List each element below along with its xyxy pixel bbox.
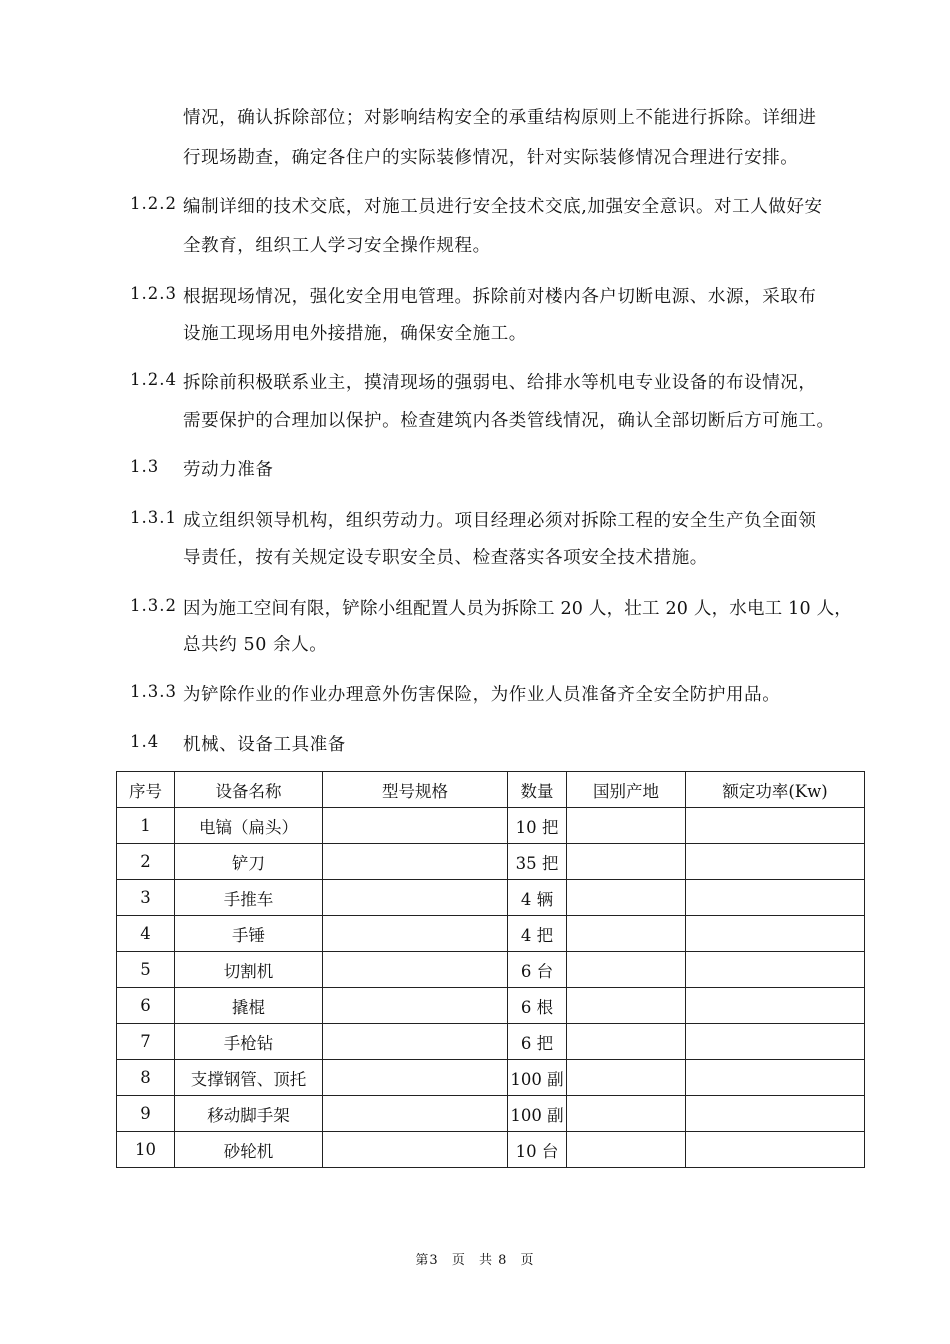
section-number: 1.3.2 [130, 596, 177, 615]
cell-qty: 35 把 [508, 844, 567, 880]
table-row [117, 916, 865, 952]
cell-name: 手枪钻 [175, 1024, 323, 1060]
section-number: 1.2.4 [130, 370, 177, 389]
table-header-row [117, 772, 865, 808]
section-number: 1.3 [130, 457, 160, 476]
section-number: 1.4 [130, 732, 160, 751]
paragraph-line: 需要保护的合理加以保护。检查建筑内各类管线情况，确认全部切断后方可施工。 [183, 411, 835, 431]
cell-model [323, 988, 508, 1024]
cell-origin [567, 952, 686, 988]
paragraph-line: 因为施工空间有限，铲除小组配置人员为拆除工 20 人，壮工 20 人，水电工 10 人， [183, 599, 852, 619]
cell-name: 支撑钢管、顶托 [175, 1060, 323, 1096]
cell-no: 4 [117, 916, 175, 952]
cell-power [686, 844, 865, 880]
cell-power [686, 880, 865, 916]
paragraph-line: 成立组织领导机构，组织劳动力。项目经理必须对拆除工程的安全生产负全面领 [183, 511, 817, 531]
paragraph-line: 全教育，组织工人学习安全操作规程。 [183, 236, 491, 256]
cell-power [686, 808, 865, 844]
header-cell-no: 序号 [117, 772, 175, 808]
paragraph-line: 编制详细的技术交底，对施工员进行安全技术交底,加强安全意识。对工人做好安 [183, 197, 823, 217]
cell-qty: 100 副 [508, 1096, 567, 1132]
table-row [117, 1024, 865, 1060]
cell-power [686, 1060, 865, 1096]
cell-model [323, 916, 508, 952]
cell-origin [567, 988, 686, 1024]
cell-qty: 6 把 [508, 1024, 567, 1060]
cell-no: 8 [117, 1060, 175, 1096]
table-row [117, 952, 865, 988]
cell-qty: 6 台 [508, 952, 567, 988]
header-cell-name: 设备名称 [175, 772, 323, 808]
header-cell-origin: 国别产地 [567, 772, 686, 808]
table-row [117, 1060, 865, 1096]
table-row [117, 1132, 865, 1168]
page-number: 第3 [415, 1253, 439, 1268]
page-footer [0, 1249, 950, 1268]
cell-no: 1 [117, 808, 175, 844]
section-number: 1.3.3 [130, 682, 177, 701]
cell-name: 切割机 [175, 952, 323, 988]
cell-no: 10 [117, 1132, 175, 1168]
cell-model [323, 1132, 508, 1168]
cell-no: 9 [117, 1096, 175, 1132]
cell-name: 手锤 [175, 916, 323, 952]
cell-power [686, 952, 865, 988]
paragraph-line: 情况，确认拆除部位；对影响结构安全的承重结构原则上不能进行拆除。详细进 [183, 108, 817, 128]
cell-origin [567, 844, 686, 880]
cell-name: 铲刀 [175, 844, 323, 880]
cell-origin [567, 1060, 686, 1096]
cell-qty: 10 把 [508, 808, 567, 844]
cell-qty: 4 辆 [508, 880, 567, 916]
cell-qty: 4 把 [508, 916, 567, 952]
table-row [117, 808, 865, 844]
section-number: 1.3.1 [130, 508, 177, 527]
paragraph-line: 设施工现场用电外接措施，确保安全施工。 [183, 324, 527, 344]
cell-name: 移动脚手架 [175, 1096, 323, 1132]
cell-model [323, 844, 508, 880]
cell-power [686, 916, 865, 952]
section-heading: 劳动力准备 [183, 460, 274, 480]
cell-power [686, 1132, 865, 1168]
header-cell-power: 额定功率(Kw) [686, 772, 865, 808]
cell-qty: 100 副 [508, 1060, 567, 1096]
equipment-table [116, 771, 865, 1168]
header-cell-model: 型号规格 [323, 772, 508, 808]
cell-origin [567, 808, 686, 844]
page-total-word: 页 [520, 1253, 535, 1268]
cell-no: 3 [117, 880, 175, 916]
cell-model [323, 1024, 508, 1060]
cell-no: 7 [117, 1024, 175, 1060]
paragraph-line: 总共约 50 余人。 [183, 635, 328, 655]
cell-name: 砂轮机 [175, 1132, 323, 1168]
cell-power [686, 1024, 865, 1060]
section-heading: 机械、设备工具准备 [183, 735, 346, 755]
cell-origin [567, 880, 686, 916]
paragraph-line: 为铲除作业的作业办理意外伤害保险，为作业人员准备齐全安全防护用品。 [183, 685, 781, 705]
cell-origin [567, 1096, 686, 1132]
cell-qty: 6 根 [508, 988, 567, 1024]
paragraph-line: 行现场勘查，确定各住户的实际装修情况，针对实际装修情况合理进行安排。 [183, 148, 799, 168]
cell-name: 电镐（扁头） [175, 808, 323, 844]
paragraph-line: 拆除前积极联系业主，摸清现场的强弱电、给排水等机电专业设备的布设情况， [183, 373, 817, 393]
cell-origin [567, 916, 686, 952]
cell-model [323, 1060, 508, 1096]
cell-no: 6 [117, 988, 175, 1024]
cell-name: 撬棍 [175, 988, 323, 1024]
cell-origin [567, 1132, 686, 1168]
cell-model [323, 808, 508, 844]
cell-name: 手推车 [175, 880, 323, 916]
cell-model [323, 952, 508, 988]
section-number: 1.2.3 [130, 284, 177, 303]
page-word: 页 [451, 1253, 466, 1268]
cell-no: 2 [117, 844, 175, 880]
page-total: 共 8 [479, 1253, 508, 1268]
table-row [117, 988, 865, 1024]
cell-qty: 10 台 [508, 1132, 567, 1168]
table-row [117, 880, 865, 916]
header-cell-qty: 数量 [508, 772, 567, 808]
cell-model [323, 880, 508, 916]
cell-power [686, 988, 865, 1024]
cell-origin [567, 1024, 686, 1060]
cell-no: 5 [117, 952, 175, 988]
table-row [117, 844, 865, 880]
cell-power [686, 1096, 865, 1132]
section-number: 1.2.2 [130, 194, 177, 213]
table-row [117, 1096, 865, 1132]
cell-model [323, 1096, 508, 1132]
paragraph-line: 导责任，按有关规定设专职安全员、检查落实各项安全技术措施。 [183, 548, 708, 568]
paragraph-line: 根据现场情况，强化安全用电管理。拆除前对楼内各户切断电源、水源，采取布 [183, 287, 817, 307]
